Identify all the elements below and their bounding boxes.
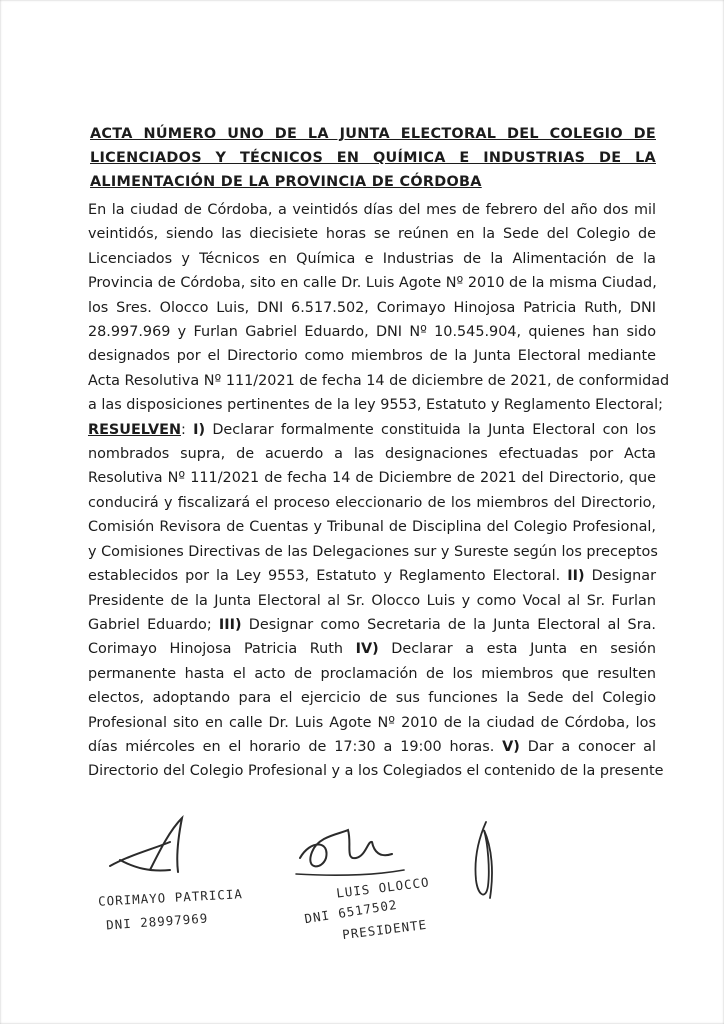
body-line: electos, adoptando para el ejercicio de sus funciones la Sede del Colegio xyxy=(88,690,656,707)
body-line xyxy=(88,735,656,759)
text: establecidos por la Ley 9553, Estatuto y Reglamento Electoral. xyxy=(88,568,568,585)
body-line: Acta Resolutiva Nº 111/2021 de fecha 14 de diciembre de 2021, de conformidad xyxy=(88,372,670,389)
text: Designar xyxy=(584,568,656,585)
body-line: Comisión Revisora de Cuentas y Tribunal de Disciplina del Colegio Profesional, xyxy=(88,519,656,536)
body-line xyxy=(88,637,656,661)
roman-numeral: II) xyxy=(567,568,585,585)
document-body xyxy=(88,198,670,784)
body-line xyxy=(88,613,656,637)
title-line: ACTA NÚMERO UNO DE LA JUNTA ELECTORAL DEL COLEGIO DE xyxy=(90,126,656,142)
roman-numeral: IV) xyxy=(355,641,379,658)
signature-center-dni: DNI 6517502 xyxy=(303,896,399,927)
document-title xyxy=(90,122,656,194)
roman-numeral: I) xyxy=(193,421,206,438)
body-line-resuelven xyxy=(88,418,656,442)
roman-numeral: V) xyxy=(502,738,520,755)
body-line: los Sres. Olocco Luis, DNI 6.517.502, Corimayo Hinojosa Patricia Ruth, DNI xyxy=(88,299,656,316)
text: Corimayo Hinojosa Patricia Ruth xyxy=(88,641,356,658)
roman-numeral: III) xyxy=(218,616,242,633)
body-line: Resolutiva Nº 111/2021 de fecha 14 de Diciembre de 2021 del Directorio, que xyxy=(88,470,656,487)
title-line: LICENCIADOS Y TÉCNICOS EN QUÍMICA E INDUSTRIAS DE LA xyxy=(90,150,656,166)
signature-center-role: PRESIDENTE xyxy=(341,916,428,943)
body-line: Presidente de la Junta Electoral al Sr. Olocco Luis y como Vocal al Sr. Furlan xyxy=(88,592,656,609)
text: Gabriel Eduardo; xyxy=(88,616,219,633)
body-line: Directorio del Colegio Profesional y a los Colegiados el contenido de la presente xyxy=(88,763,664,780)
text: Dar a conocer al xyxy=(519,738,656,755)
body-line: 28.997.969 y Furlan Gabriel Eduardo, DNI Nº 10.545.904, quienes han sido xyxy=(88,324,656,341)
text: Declarar a esta Junta en sesión xyxy=(378,641,656,658)
body-line: y Comisiones Directivas de las Delegaciones sur y Sureste según los preceptos xyxy=(88,543,658,560)
body-line: conducirá y fiscalizará el proceso eleccionario de los miembros del Directorio, xyxy=(88,494,656,511)
body-line: a las disposiciones pertinentes de la ley 9553, Estatuto y Reglamento Electoral; xyxy=(88,397,663,414)
text: Declarar formalmente constituida la Junta Electoral con los xyxy=(205,421,656,438)
title-line: ALIMENTACIÓN DE LA PROVINCIA DE CÓRDOBA xyxy=(90,174,482,190)
signature-center-name: LUIS OLOCCO xyxy=(335,874,431,901)
body-line: En la ciudad de Córdoba, a veintidós días del mes de febrero del año dos mil xyxy=(88,202,656,218)
body-line: designados por el Directorio como miembros de la Junta Electoral mediante xyxy=(88,348,656,365)
body-line: Provincia de Córdoba, sito en calle Dr. Luis Agote Nº 2010 de la misma Ciudad, xyxy=(88,275,657,292)
signature-area xyxy=(0,800,724,1024)
resuelven-heading: RESUELVEN xyxy=(88,421,181,438)
text: Designar como Secretaria de la Junta Electoral al Sra. xyxy=(241,616,657,633)
signature-left-name: CORIMAYO PATRICIA xyxy=(97,886,244,909)
body-line: Licenciados y Técnicos en Química e Industrias de la Alimentación de la xyxy=(88,250,656,267)
body-line: veintidós, siendo las diecisiete horas se reúnen en la Sede del Colegio de xyxy=(88,226,656,243)
body-line xyxy=(88,564,656,588)
colon: : xyxy=(181,421,194,438)
body-line: Profesional sito en calle Dr. Luis Agote Nº 2010 de la ciudad de Córdoba, los xyxy=(88,714,656,731)
text: días miércoles en el horario de 17:30 a 19:00 horas. xyxy=(88,738,503,755)
body-line: nombrados supra, de acuerdo a las designaciones efectuadas por Acta xyxy=(88,446,656,463)
body-line: permanente hasta el acto de proclamación de los miembros que resulten xyxy=(88,665,656,682)
signature-left-dni: DNI 28997969 xyxy=(105,910,209,933)
